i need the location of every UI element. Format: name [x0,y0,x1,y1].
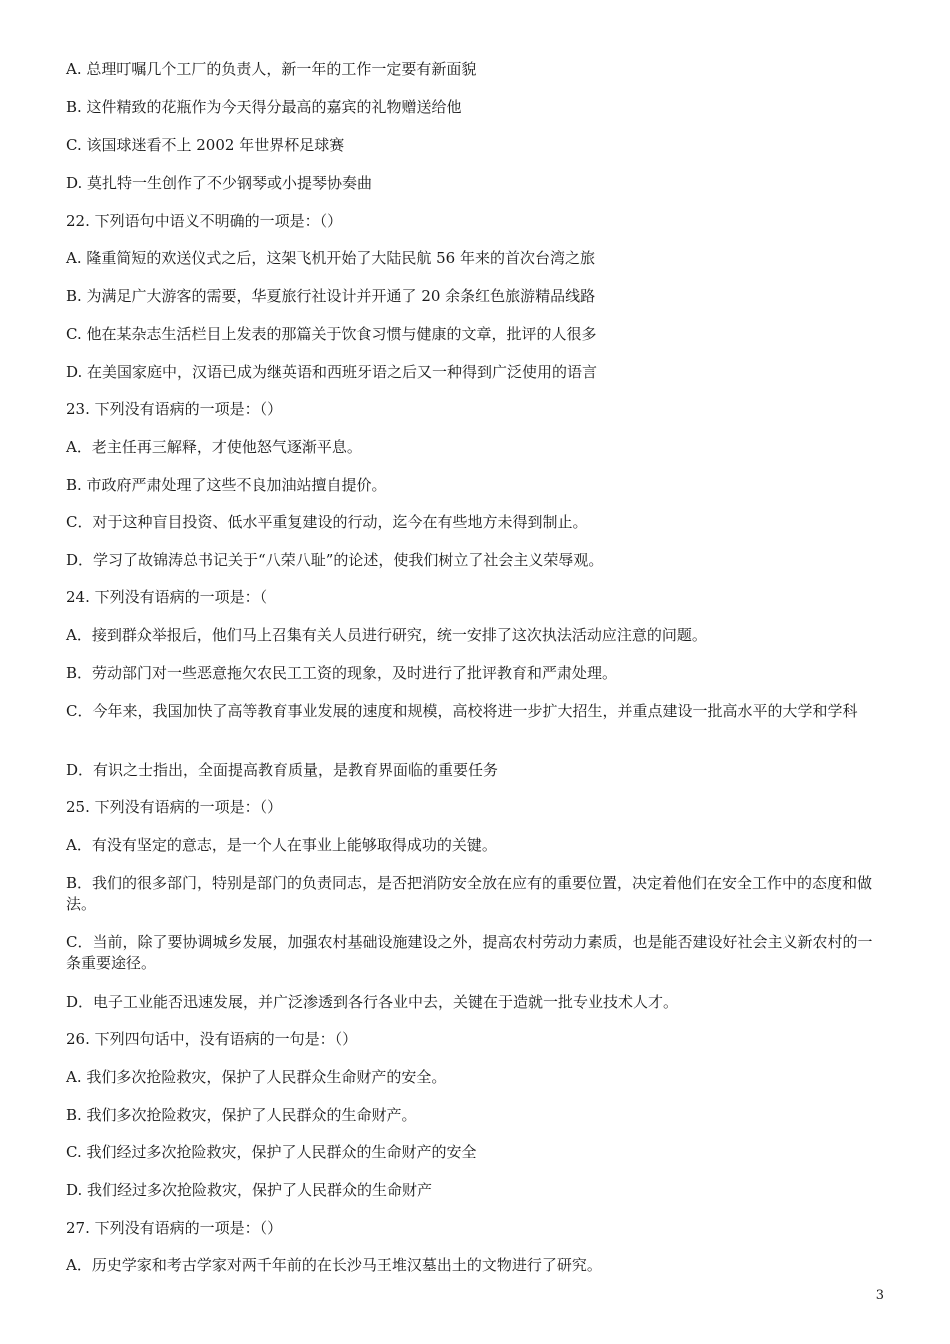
option-22d: D. 在美国家庭中，汉语已成为继英语和西班牙语之后又一种得到广泛使用的语言 [66,363,598,381]
question-22: 22. 下列语句中语义不明确的一项是：（） [66,212,343,230]
option-25d: D．电子工业能否迅速发展，并广泛渗透到各行各业中去，关键在于造就一批专业技术人才。 [66,993,679,1011]
option-26d: D. 我们经过多次抢险救灾，保护了人民群众的生命财产 [66,1181,433,1199]
option-22c: C. 他在某杂志生活栏目上发表的那篇关于饮食习惯与健康的文章，批评的人很多 [66,325,597,343]
question-24: 24. 下列没有语病的一项是：（ [66,588,268,606]
option-23b: B. 市政府严肃处理了这些不良加油站擅自提价。 [66,476,387,494]
option-23c: C．对于这种盲目投资、低水平重复建设的行动，迄今在有些地方未得到制止。 [66,513,588,531]
option-25a: A．有没有坚定的意志，是一个人在事业上能够取得成功的关键。 [66,836,497,854]
question-27: 27. 下列没有语病的一项是：（） [66,1219,283,1237]
option-24c: C．今年来，我国加快了高等教育事业发展的速度和规模，高校将进一步扩大招生，并重点建设一批高水平的大学和学科 [66,702,858,720]
option-22a: A. 隆重简短的欢送仪式之后，这架飞机开始了大陆民航 56 年来的首次台湾之旅 [66,249,595,267]
option-23d: D．学习了故锦涛总书记关于“八荣八耻”的论述，使我们树立了社会主义荣辱观。 [66,551,604,569]
option-21a: A. 总理叮嘱几个工厂的负责人，新一年的工作一定要有新面貌 [66,60,477,78]
option-26b: B. 我们多次抢险救灾，保护了人民群众的生命财产。 [66,1106,417,1124]
option-21c: C. 该国球迷看不上 2002 年世界杯足球赛 [66,136,345,154]
question-25: 25. 下列没有语病的一项是：（） [66,798,283,816]
option-25b: B．我们的很多部门，特别是部门的负责同志，是否把消防安全放在应有的重要位置，决定着他们在安全工作中的态度和做法。 [66,874,873,913]
option-26c: C. 我们经过多次抢险救灾，保护了人民群众的生命财产的安全 [66,1143,477,1161]
question-23: 23. 下列没有语病的一项是：（） [66,400,283,418]
option-27a: A．历史学家和考古学家对两千年前的在长沙马王堆汉墓出土的文物进行了研究。 [66,1256,602,1274]
option-26a: A. 我们多次抢险救灾，保护了人民群众生命财产的安全。 [66,1068,447,1086]
option-21b: B. 这件精致的花瓶作为今天得分最高的嘉宾的礼物赠送给他 [66,98,462,116]
option-24a: A．接到群众举报后，他们马上召集有关人员进行研究，统一安排了这次执法活动应注意的问题。 [66,626,707,644]
page-number: 3 [875,1288,884,1303]
option-22b: B. 为满足广大游客的需要，华夏旅行社设计并开通了 20 余条红色旅游精品线路 [66,287,596,305]
question-26: 26. 下列四句话中，没有语病的一句是：（） [66,1030,358,1048]
option-24d: D．有识之士指出，全面提高教育质量，是教育界面临的重要任务 [66,761,499,779]
option-24b: B．劳动部门对一些恶意拖欠农民工工资的现象，及时进行了批评教育和严肃处理。 [66,664,618,682]
option-25c: C．当前，除了要协调城乡发展，加强农村基础设施建设之外，提高农村劳动力素质，也是能否建设好社会主义新农村的一条重要途径。 [66,933,873,972]
option-21d: D. 莫扎特一生创作了不少钢琴或小提琴协奏曲 [66,174,373,192]
option-23a: A．老主任再三解释，才使他怒气逐渐平息。 [66,438,362,456]
